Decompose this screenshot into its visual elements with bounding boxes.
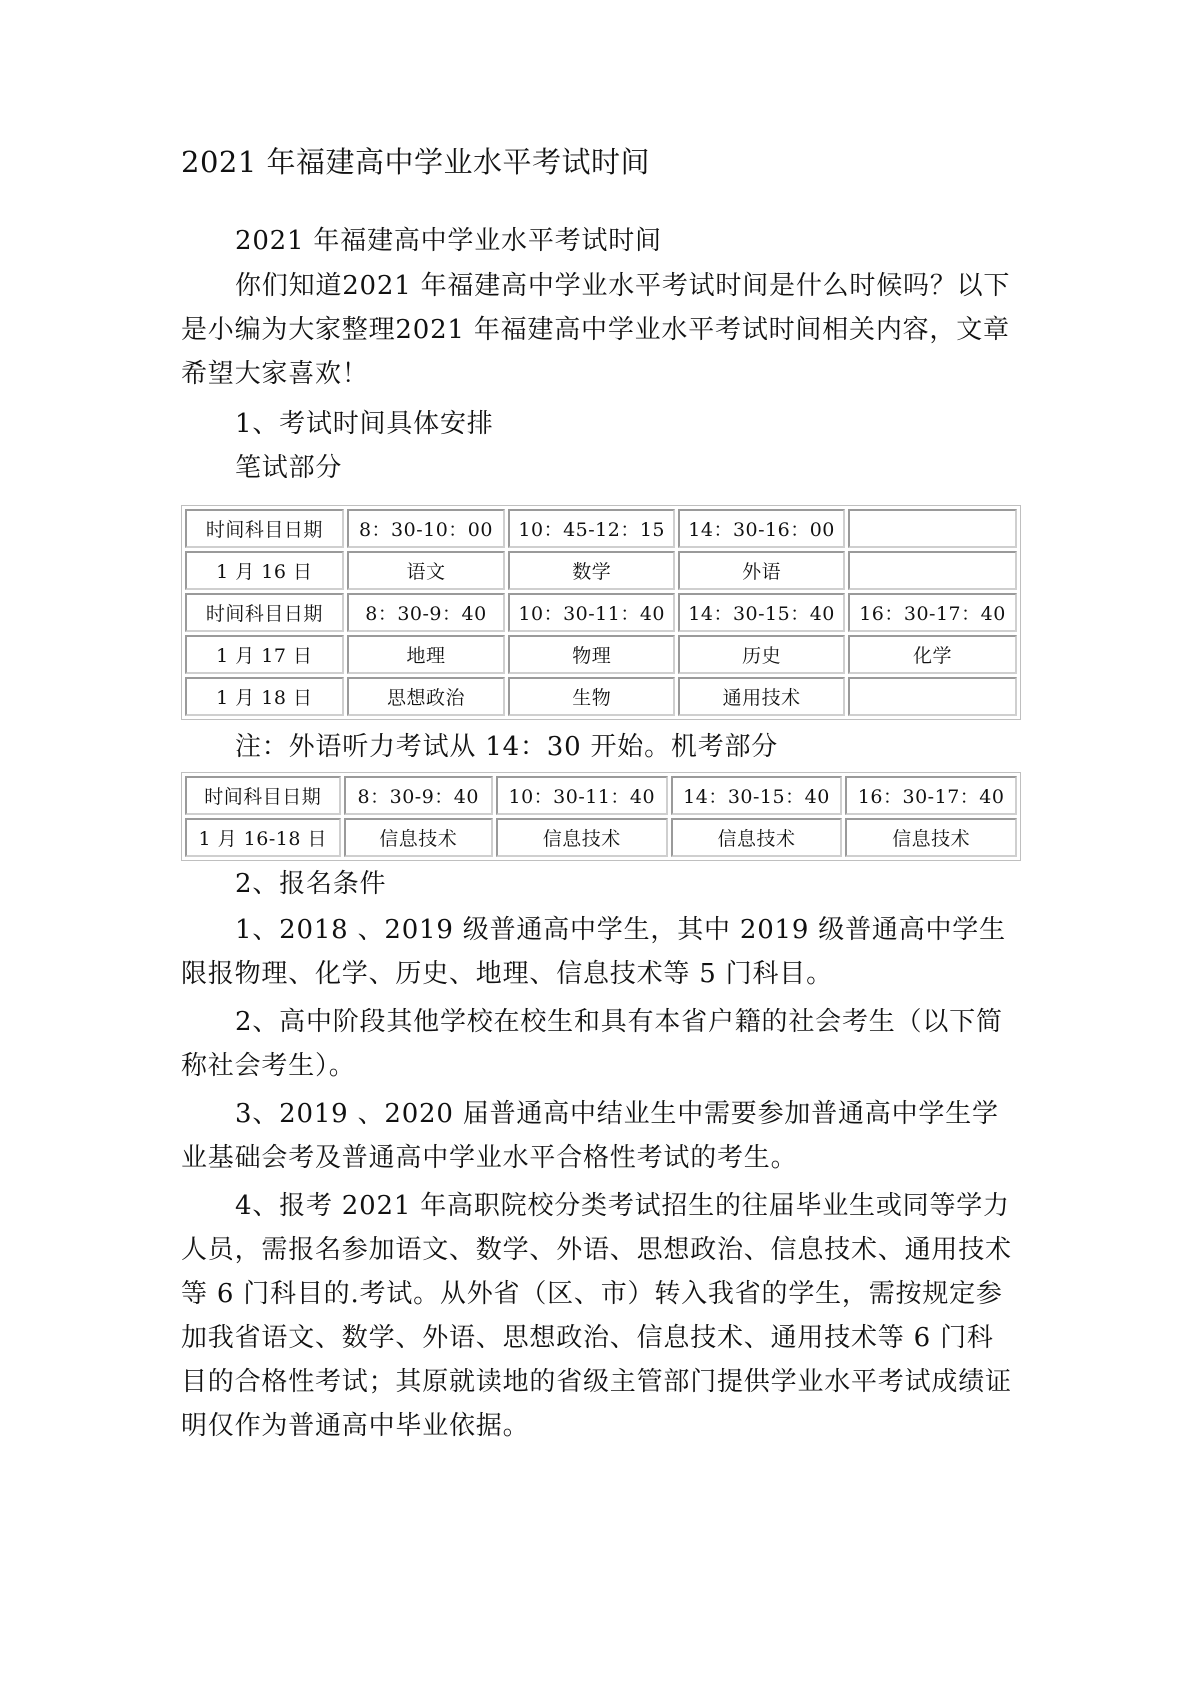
table-cell: 16：30-17：40 xyxy=(848,593,1017,632)
table-cell: 外语 xyxy=(678,551,845,590)
table-cell: 信息技术 xyxy=(344,818,493,857)
table-cell: 10：30-11：40 xyxy=(508,593,675,632)
table-cell: 8：30-9：40 xyxy=(347,593,506,632)
table-cell: 通用技术 xyxy=(678,677,845,716)
condition-3: 3、2019 、2020 届普通高中结业生中需要参加普通高中学生学业基础会考及普通高中学业水平合格性考试的考生。 xyxy=(181,1099,999,1173)
section2-heading: 2、报名条件 xyxy=(235,869,387,899)
table-cell: 14：30-15：40 xyxy=(671,776,843,815)
page-title: 2021 年福建高中学业水平考试时间 xyxy=(181,145,651,179)
section1-heading: 1、考试时间具体安排 xyxy=(235,409,494,439)
table-cell: 时间科目日期 xyxy=(185,776,341,815)
table-row xyxy=(185,593,1017,632)
condition-2: 2、高中阶段其他学校在校生和具有本省户籍的社会考生（以下简称社会考生）。 xyxy=(181,1007,1003,1081)
table-cell: 16：30-17：40 xyxy=(845,776,1017,815)
table-row xyxy=(185,818,1017,857)
table-cell: 历史 xyxy=(678,635,845,674)
table-cell: 生物 xyxy=(508,677,675,716)
table-cell: 语文 xyxy=(347,551,506,590)
table-cell: 8：30-9：40 xyxy=(344,776,493,815)
written-heading: 笔试部分 xyxy=(235,453,343,483)
table-cell: 1 月 17 日 xyxy=(185,635,344,674)
table-cell: 8：30-10：00 xyxy=(347,509,506,548)
table-cell: 1 月 16 日 xyxy=(185,551,344,590)
table-row xyxy=(185,635,1017,674)
table-cell: 14：30-15：40 xyxy=(678,593,845,632)
condition-1: 1、2018 、2019 级普通高中学生，其中 2019 级普通高中学生限报物理、化学、历史、地理、信息技术等 5 门科目。 xyxy=(181,915,1006,989)
table-cell: 10：45-12：15 xyxy=(508,509,675,548)
table-cell xyxy=(848,509,1017,548)
table-row xyxy=(185,509,1017,548)
subtitle: 2021 年福建高中学业水平考试时间 xyxy=(235,226,662,256)
table-cell: 1 月 16-18 日 xyxy=(185,818,341,857)
table-cell: 地理 xyxy=(347,635,506,674)
intro-paragraph: 你们知道2021 年福建高中学业水平考试时间是什么时候吗？以下是小编为大家整理2021 年福建高中学业水平考试时间相关内容，文章希望大家喜欢！ xyxy=(181,271,1011,389)
table-cell: 1 月 18 日 xyxy=(185,677,344,716)
table-cell: 信息技术 xyxy=(845,818,1017,857)
table-cell: 信息技术 xyxy=(496,818,668,857)
table-cell: 时间科目日期 xyxy=(185,509,344,548)
condition-4: 4、报考 2021 年高职院校分类考试招生的往届毕业生或同等学力人员，需报名参加语文、数学、外语、思想政治、信息技术、通用技术等 6 门科目的.考试。从外省（区、市）转入我省的学生，需按规定参加我省语文、数学、外语、思想政治、信息技术、通用技术等 6 门科目的合格性考试；其原就读地的省级主管部门提供学业水平考试成绩证明仅作为普通高中毕业依据。 xyxy=(181,1191,1012,1441)
table-cell: 时间科目日期 xyxy=(185,593,344,632)
table-cell: 化学 xyxy=(848,635,1017,674)
table-row xyxy=(185,677,1017,716)
computer-exam-table xyxy=(181,772,1021,861)
table-cell: 信息技术 xyxy=(671,818,843,857)
table-cell: 思想政治 xyxy=(347,677,506,716)
table-cell xyxy=(848,677,1017,716)
table-cell xyxy=(848,551,1017,590)
table-cell: 物理 xyxy=(508,635,675,674)
table-cell: 10：30-11：40 xyxy=(496,776,668,815)
table-row xyxy=(185,551,1017,590)
table-row xyxy=(185,776,1017,815)
table-cell: 数学 xyxy=(508,551,675,590)
table-cell: 14：30-16：00 xyxy=(678,509,845,548)
note-line: 注：外语听力考试从 14：30 开始。机考部分 xyxy=(235,732,779,762)
written-exam-table xyxy=(181,505,1021,720)
